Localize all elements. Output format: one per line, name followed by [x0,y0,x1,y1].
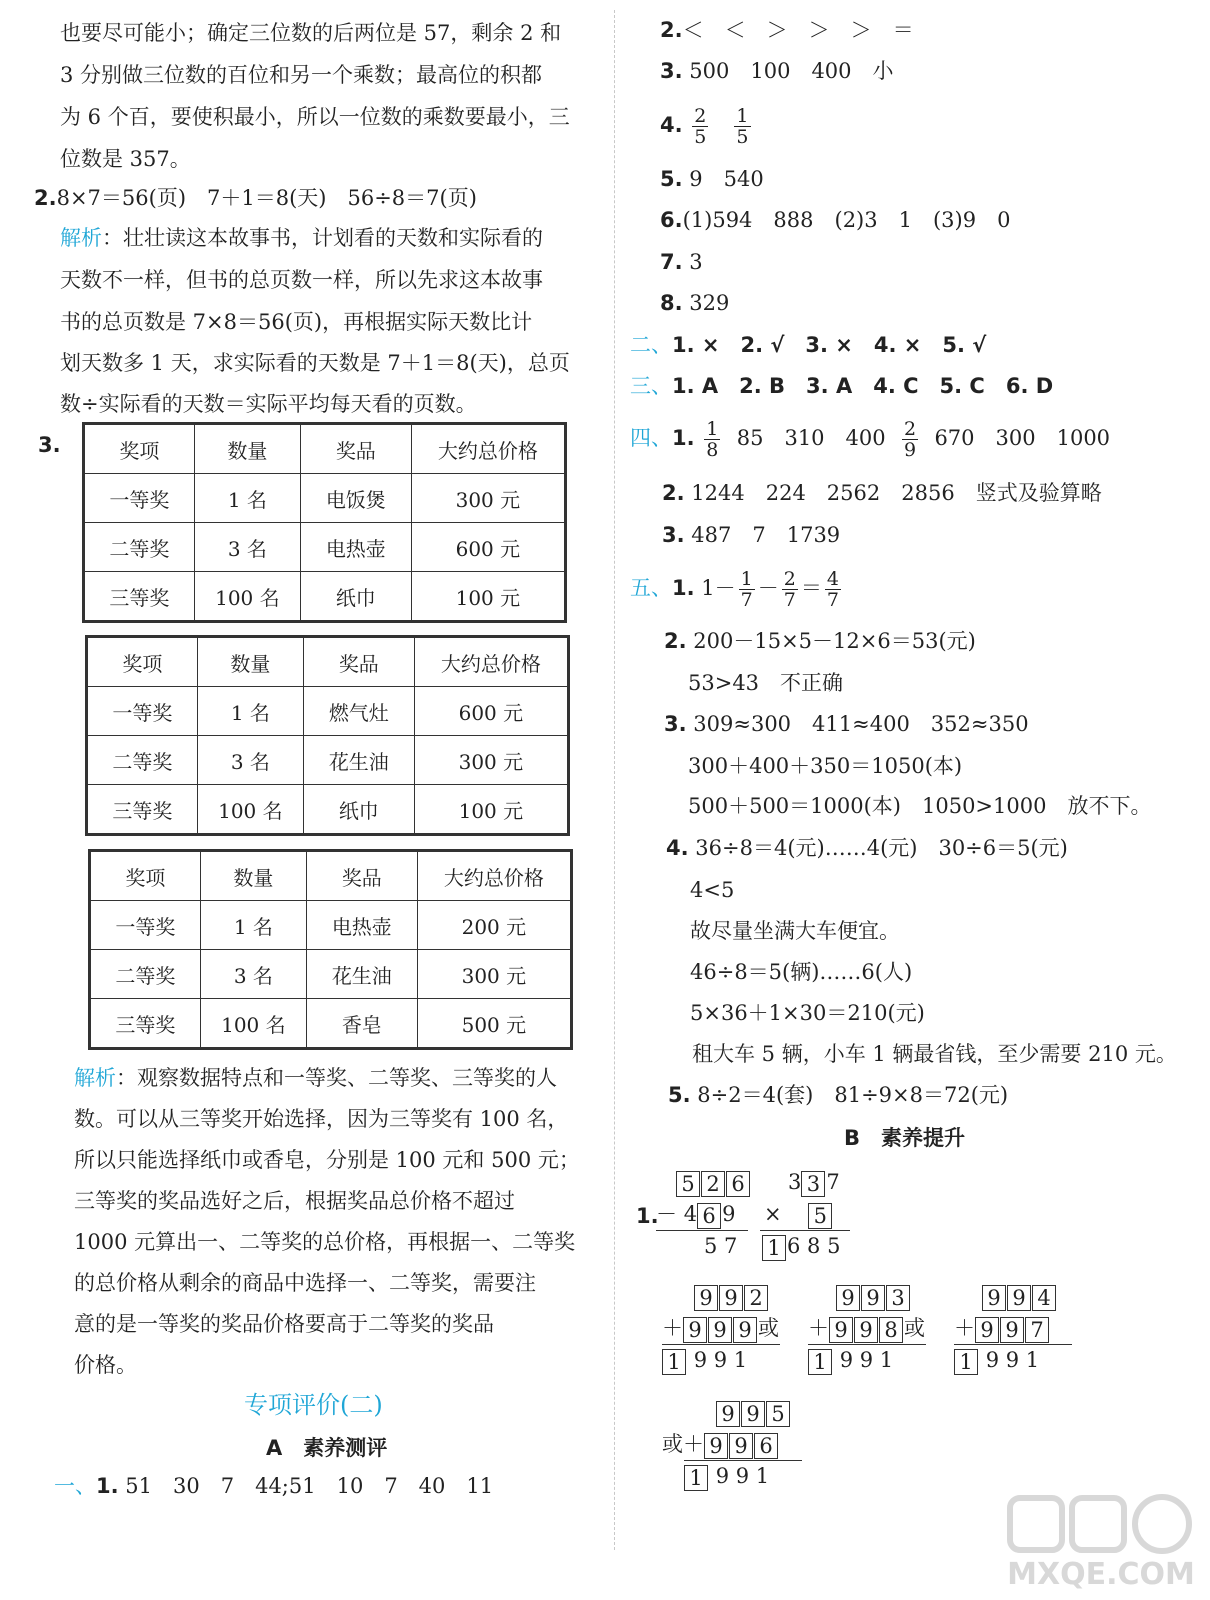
table-cell: 奖项 [87,637,198,687]
question-answer: 1244 224 2562 2856 竖式及验算略 [691,481,1102,505]
question-answer: 670 300 1000 [934,426,1111,450]
fraction: $\frac{4}{7}$ [826,568,839,611]
table-cell: 100 元 [411,572,565,622]
question-number: 3. [38,433,61,457]
text-line: 也要尽可能小；确定三位数的后两位是 57，剩余 2 和 [60,21,562,45]
section-marker: 一、 [54,1474,96,1498]
add-mid: ＋ 9 9 7 [954,1314,1050,1343]
mul-result: 1 6 8 5 [762,1232,840,1261]
analysis-line: 天数不一样，但书的总页数一样，所以先求这本故事 [60,268,543,292]
table-cell: 奖品 [306,851,417,901]
table-row [90,901,572,950]
question-number: 8. [660,291,683,315]
question-answer: 3 [689,250,703,274]
table-cell: 电热壶 [300,523,411,572]
sum-line [954,1344,1072,1345]
question-answer: 51 30 7 44;51 10 7 40 11 [125,1474,494,1498]
table-cell: 600 元 [411,523,565,572]
mul-mid: × 5 [764,1200,833,1229]
analysis-line: 1000 元算出一、二等奖的总价格，再根据一、二等奖 [74,1230,576,1254]
answer-row [662,480,1102,506]
table-cell: 电饭煲 [300,474,411,523]
table-cell: 大约总价格 [411,424,565,474]
question-answer: 487 7 1739 [691,523,841,547]
answer-line: 5×36＋1×30＝210(元) [690,1001,925,1025]
analysis-line: 的总价格从剩余的商品中选择一、二等奖，需要注 [74,1271,536,1295]
add-result: 1 9 9 1 [662,1346,747,1375]
question-number: 4. [666,836,689,860]
answer-row [664,628,976,654]
subsection-title: A 素养测评 [266,1436,388,1460]
prize-table-2 [85,635,570,836]
column-divider [614,10,615,1550]
text-line: 位数是 357。 [60,147,191,171]
answer-row [660,249,703,275]
table-cell: 三等奖 [87,785,198,835]
table-cell: 3 名 [194,523,300,572]
fraction: $\frac{1}{8}$ [706,418,719,461]
table-cell: 3 名 [200,950,306,999]
question-1 [54,1473,493,1499]
section-answers: 1. × 2. √ 3. × 4. × 5. √ [672,333,987,357]
add-result: 1 9 9 1 [684,1462,769,1491]
answer-row [660,58,894,84]
table-cell: 数量 [197,637,303,687]
table-cell: 奖项 [84,424,195,474]
sum-line [808,1344,926,1345]
table-cell: 奖项 [90,851,201,901]
question-number: 4. [660,113,683,137]
sub-mid: － 4 6 9 [656,1202,736,1228]
question-answer: 8÷2＝4(套) 81÷9×8＝72(元) [697,1083,1009,1107]
add-top: 9 9 5 [716,1398,791,1427]
table-cell: 数量 [200,851,306,901]
table-row [87,785,569,835]
analysis-line: 划天数多 1 天，求实际看的天数是 7＋1＝8(天)，总页 [60,351,570,375]
analysis-line: 书的总页数是 7×8＝56(页)，再根据实际天数比计 [60,310,533,334]
add-mid: 或＋ 9 9 6 [662,1430,779,1459]
question-number: 3. [664,712,687,736]
question-number: 2. [660,18,683,42]
section-answers: 1. A 2. B 3. A 4. C 5. C 6. D [672,374,1054,398]
subsection-title: B 素养提升 [844,1126,966,1150]
analysis-line [74,1065,557,1091]
table-cell: 纸巾 [303,785,414,835]
analysis-line: 意的是一等奖的奖品价格要高于二等奖的奖品 [74,1312,494,1336]
sub-result: 5 7 [704,1234,738,1258]
table-row [84,474,566,523]
table-cell: 3 名 [197,736,303,785]
question-answer: 329 [689,291,730,315]
analysis-label: 解析 [74,1066,116,1090]
question-answer: 36÷8＝4(元)……4(元) 30÷6＝5(元) [695,836,1068,860]
answer-line: 500＋500＝1000(本) 1050>1000 放不下。 [688,794,1152,818]
sum-line [662,1344,780,1345]
table-cell: 300 元 [417,950,571,999]
table-cell: 奖品 [303,637,414,687]
table-cell: 三等奖 [84,572,195,622]
analysis-line: 数。可以从三等奖开始选择，因为三等奖有 100 名， [74,1107,569,1131]
answer-row [666,835,1068,861]
fraction: $\frac{1}{5}$ [736,105,749,148]
sum-line [684,1460,802,1461]
fraction: $\frac{1}{7}$ [740,568,753,611]
question-number: 1. [672,426,695,450]
section-2-row [630,332,986,358]
answer-line: 租大车 5 辆，小车 1 辆最省钱，至少需要 210 元。 [692,1042,1177,1066]
answer-row [662,522,840,548]
section-marker: 三、 [630,374,672,398]
answer-row [660,166,764,192]
table-cell: 600 元 [414,687,568,736]
table-cell: 纸巾 [300,572,411,622]
table-cell: 大约总价格 [414,637,568,687]
table-cell: 数量 [194,424,300,474]
question-number: 5. [668,1083,691,1107]
table-cell: 1 名 [194,474,300,523]
sum-line [656,1230,748,1231]
table-cell: 奖品 [300,424,411,474]
section-title: 专项评价(二) [244,1391,383,1419]
table-cell: 100 名 [197,785,303,835]
prize-table-3 [88,849,573,1050]
add-top: 9 9 2 [694,1282,769,1311]
table-header-row [84,424,566,474]
table-row [87,687,569,736]
question-answer: 309≈300 411≈400 352≈350 [693,712,1029,736]
question-number: 3. [660,59,683,83]
table-cell: 500 元 [417,999,571,1049]
section-3-row [630,373,1053,399]
prize-table-1 [82,422,567,623]
question-number: 2. [662,481,685,505]
table-cell: 二等奖 [90,950,201,999]
table-cell: 300 元 [414,736,568,785]
table-cell: 花生油 [303,736,414,785]
analysis-line: 价格。 [74,1353,137,1377]
add-result: 1 9 9 1 [954,1346,1039,1375]
add-top: 9 9 3 [836,1282,911,1311]
fraction: $\frac{2}{9}$ [903,418,917,461]
question-number: 1. [96,1474,119,1498]
answer-line: 故尽量坐满大车便宜。 [690,919,900,943]
question-number: 1. [636,1204,659,1228]
question-number: 2. [34,186,57,210]
question-2 [34,185,477,211]
table-cell: 大约总价格 [417,851,571,901]
text-line: 为 6 个百，要使积最小，所以一位数的乘数要最小，三 [60,105,570,129]
add-mid: ＋ 9 9 9 或 [662,1316,779,1342]
sub-top: 5 2 6 [676,1168,751,1197]
mul-top: 3 3 7 [788,1170,840,1196]
analysis-line [60,225,543,251]
fraction: $\frac{2}{5}$ [694,105,707,148]
answer-line: 4<5 [690,878,735,902]
add-top: 9 9 4 [982,1282,1057,1311]
question-number: 7. [660,250,683,274]
question-number: 6. [660,208,683,232]
table-cell: 100 名 [200,999,306,1049]
section-4-row [630,413,1110,463]
table-header-row [90,851,572,901]
answer-row [660,207,1010,233]
fraction: $\frac{2}{7}$ [783,568,796,611]
table-cell: 二等奖 [84,523,195,572]
table-cell: 1 名 [200,901,306,950]
answer-row [664,711,1029,737]
question-answer: 85 310 400 [736,426,886,450]
question-answer: 9 540 [689,167,764,191]
table-cell: 一等奖 [90,901,201,950]
answer-row [660,100,754,150]
question-number: 2. [664,629,687,653]
table-cell: 200 元 [417,901,571,950]
table-cell: 一等奖 [87,687,198,736]
table-cell: 100 元 [414,785,568,835]
watermark-logo [1006,1494,1196,1594]
answer-line: 53>43 不正确 [688,671,844,695]
table-cell: 电热壶 [306,901,417,950]
question-answer: (1)594 888 (2)3 1 (3)9 0 [682,208,1011,232]
table-cell: 三等奖 [90,999,201,1049]
analysis-label: 解析 [60,226,102,250]
table-row [87,736,569,785]
section-marker: 五、 [630,576,672,600]
question-answer: 8×7＝56(页) 7＋1＝8(天) 56÷8＝7(页) [56,186,477,210]
section-marker: 四、 [630,426,672,450]
add-result: 1 9 9 1 [808,1346,893,1375]
table-row [84,572,566,622]
question-answer: ＜ ＜ ＞ ＞ ＞ ＝ [682,18,914,42]
analysis-text: ：壮壮读这本故事书，计划看的天数和实际看的 [102,226,543,250]
table-row [90,950,572,999]
answer-row [668,1082,1008,1108]
table-cell: 香皂 [306,999,417,1049]
text-line: 3 分别做三位数的百位和另一个乘数；最高位的积都 [60,63,543,87]
analysis-line: 三等奖的奖品选好之后，根据奖品总价格不超过 [74,1189,515,1213]
table-cell: 燃气灶 [303,687,414,736]
question-answer: 200－15×5－12×6＝53(元) [693,629,976,653]
table-header-row [87,637,569,687]
table-row [90,999,572,1049]
table-cell: 1 名 [197,687,303,736]
question-number: 3. [662,523,685,547]
add-mid: ＋ 9 9 8 或 [808,1316,925,1342]
question-number: 5. [660,167,683,191]
question-answer: 500 100 400 小 [689,59,894,83]
answer-line: 300＋400＋350＝1050(本) [688,754,963,778]
table-cell: 100 名 [194,572,300,622]
section-marker: 二、 [630,333,672,357]
analysis-line: 数÷实际看的天数＝实际平均每天看的页数。 [60,392,477,416]
sum-line [760,1230,850,1231]
answer-row [660,290,729,316]
question-number: 1. [672,576,695,600]
analysis-line: 所以只能选择纸巾或香皂，分别是 100 元和 500 元； [74,1148,580,1172]
table-cell: 花生油 [306,950,417,999]
section-5-row: 五、1. 1－ $\frac{1}{7}$ － $\frac{2}{7}$ ＝ $\frac{4}{7}$ [630,568,839,611]
watermark-text: MXQE.COM [1007,1557,1195,1592]
table-cell: 一等奖 [84,474,195,523]
table-cell: 300 元 [411,474,565,523]
table-row [84,523,566,572]
table-cell: 二等奖 [87,736,198,785]
answer-row [660,17,914,43]
analysis-text: ：观察数据特点和一等奖、二等奖、三等奖的人 [116,1066,557,1090]
answer-line: 46÷8＝5(辆)……6(人) [690,960,913,984]
